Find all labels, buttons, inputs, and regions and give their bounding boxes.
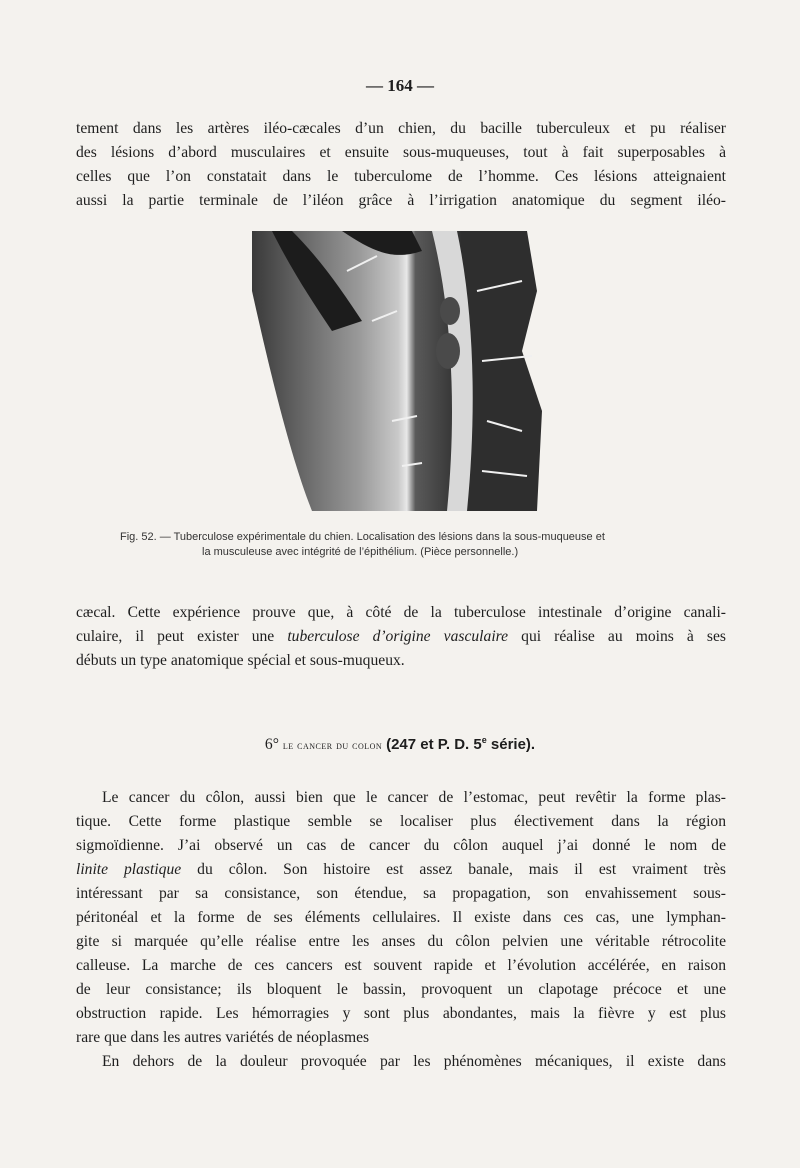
text-line	[76, 858, 726, 882]
text-line: celles que l’on constatait dans le tuberculome de l’homme. Ces lésions atteignaient	[76, 168, 726, 185]
text-line: gite si marquée qu’elle réalise entre les anses du côlon pelvien une véritable rétrocolite	[76, 933, 726, 950]
text-line: obstruction rapide. Les hémorragies y sont plus abondantes, mais la fièvre y est plus	[76, 1005, 726, 1022]
section-title: le cancer du colon	[282, 738, 383, 752]
text-run: culaire, il peut exister une	[76, 628, 288, 645]
text-line: des lésions d’abord musculaires et ensuite sous-muqueuses, tout à fait superposables à	[76, 144, 726, 161]
text-run: qui réalise au moins à ses	[508, 628, 726, 645]
histology-figure	[252, 231, 542, 511]
italic-phrase: linite plastique	[76, 861, 182, 878]
text-line: En dehors de la douleur provoquée par les phénomènes mécaniques, il existe dans	[102, 1053, 726, 1070]
paragraph-cancer	[76, 786, 726, 1074]
section-reference	[386, 736, 535, 753]
histology-micrograph	[252, 231, 542, 511]
paragraph-mid	[76, 601, 726, 673]
text-line: tement dans les artères iléo-cæcales d’un chien, du bacille tuberculeux et pu réaliser	[76, 120, 726, 137]
section-heading	[0, 735, 800, 754]
italic-phrase: tuberculose d’origine vasculaire	[287, 628, 509, 645]
page-number: — 164 —	[366, 76, 434, 95]
text-line: cæcal. Cette expérience prouve que, à côté de la tuberculose intestinale d’origine canali-	[76, 604, 726, 621]
text-line: aussi la partie terminale de l’iléon grâce à l’irrigation anatomique du segment iléo-	[76, 192, 726, 209]
text-line: de leur consistance; ils bloquent le bassin, provoquent un clapotage précoce et une	[76, 981, 726, 998]
ref-text: série).	[486, 736, 536, 753]
text-line: péritonéal et la forme de ses éléments cellulaires. Il existe dans ces cas, une lymphan-	[76, 909, 726, 926]
section-number: 6°	[264, 736, 279, 753]
caption-line: Fig. 52. — Tuberculose expérimentale du chien. Localisation des lésions dans la sous-muqueuse et	[120, 531, 605, 543]
text-line	[76, 625, 726, 649]
paragraph-top	[76, 117, 726, 213]
text-line: sigmoïdienne. J’ai observé un cas de cancer du côlon auquel j’ai donné le nom de	[76, 837, 726, 854]
text-line: Le cancer du côlon, aussi bien que le cancer de l’estomac, peut revêtir la forme plas-	[102, 789, 726, 806]
ref-text: (247 et P. D. 5	[386, 736, 482, 753]
text-line: calleuse. La marche de ces cancers est souvent rapide et l’évolution accélérée, en raison	[76, 957, 726, 974]
figure-caption	[120, 530, 692, 560]
text-line: débuts un type anatomique spécial et sous-muqueux.	[76, 652, 405, 669]
text-line: tique. Cette forme plastique semble se localiser plus électivement dans la région	[76, 813, 726, 830]
text-line: rare que dans les autres variétés de néoplasmes	[76, 1029, 370, 1046]
caption-line: la musculeuse avec intégrité de l’épithélium. (Pièce personnelle.)	[202, 546, 519, 558]
ref-superscript: e	[481, 735, 487, 745]
text-run: du côlon. Son histoire est assez banale, mais il est vraiment très	[181, 861, 726, 878]
text-line: intéressant par sa consistance, son étendue, sa propagation, son envahissement sous-	[76, 885, 726, 902]
